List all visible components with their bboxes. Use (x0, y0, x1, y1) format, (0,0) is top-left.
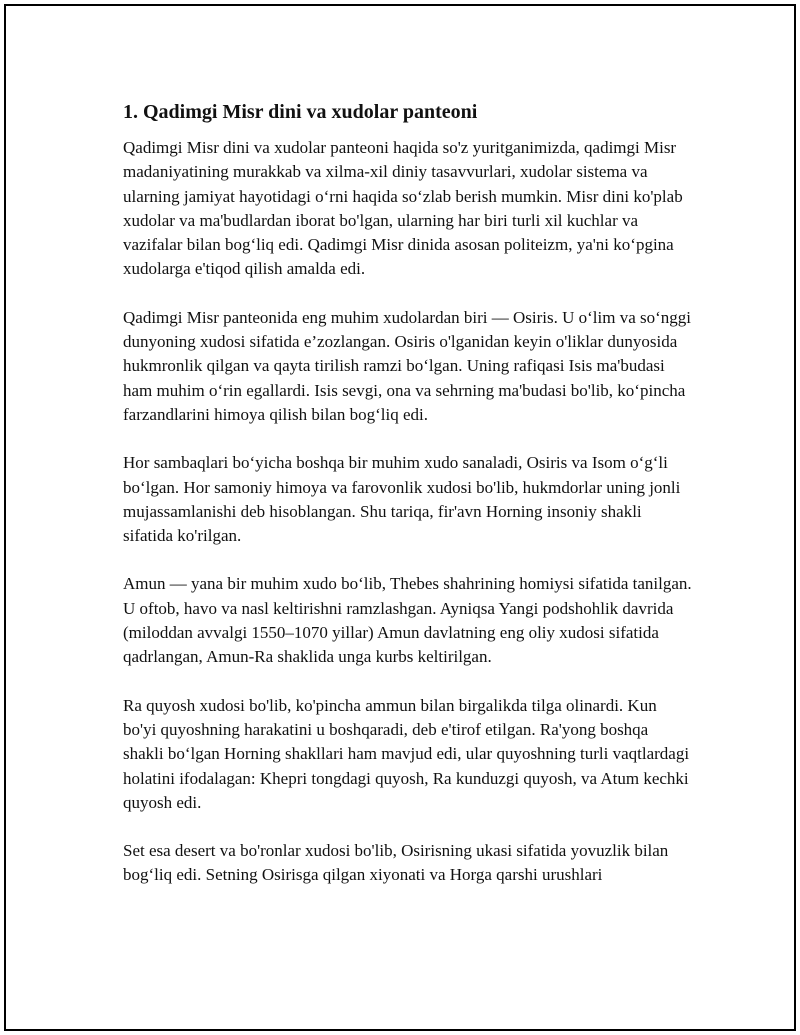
paragraph-set: Set esa desert va bo'ronlar xudosi bo'lib, Osirisning ukasi sifatida yovuzlik bilan bogʻliq edi. Setning Osirisga qilgan xiyonati va Horga qarshi urushlari (123, 841, 669, 885)
paragraph-osiris: Qadimgi Misr panteonida eng muhim xudolardan biri — Osiris. U oʻlim va soʻnggi dunyoning xudosi sifatida e’zozlangan. Osiris o'lganidan keyin o'liklar dunyosida hukmronlik qilgan va qayta tirilish ramzi boʻlgan. Uning rafiqasi Isis ma'budasi ham muhim oʻrin egallardi. Isis sevgi, ona va sehrning ma'budasi bo'lib, koʻpincha farzandlarini himoya qilish bilan bogʻliq edi. (123, 307, 692, 424)
paragraph-hor: Hor sambaqlari boʻyicha boshqa bir muhim xudo sanaladi, Osiris va Isom oʻgʻli boʻlgan. Hor samoniy himoya va farovonlik xudosi bo'lib, hukmdorlar uning jonli mujassamlanishi deb hisoblangan. Shu tariqa, fir'avn Horning insoniy shakli sifatida ko'rilgan. (123, 453, 681, 546)
section-heading: 1. Qadimgi Misr dini va xudolar panteoni (123, 101, 478, 123)
document-body (123, 98, 693, 912)
paragraph-ra: Ra quyosh xudosi bo'lib, ko'pincha ammun bilan birgalikda tilga olinardi. Kun bo'yi quyoshning harakatini u boshqaradi, deb e'tirof etilgan. Ra'yong boshqa shakli boʻlgan Horning shakllari ham mavjud edi, ular quyoshning turli vaqtlardagi holatini ifodalagan: Khepri tongdagi quyosh, Ra kunduzgi quyosh, va Atum kechki quyosh edi. (123, 695, 690, 812)
page-frame (4, 4, 796, 1031)
paragraph-intro: Qadimgi Misr dini va xudolar panteoni haqida so'z yuritganimizda, qadimgi Misr madaniyatining murakkab va xilma-xil diniy tasavvurlari, xudolar sistema va ularning jamiyat hayotidagi oʻrni haqida soʻzlab berish mumkin. Misr dini ko'plab xudolar va ma'budlardan iborat bo'lgan, ularning har biri turli xil kuchlar va vazifalar bilan bogʻliq edi. Qadimgi Misr dinida asosan politeizm, ya'ni koʻpgina xudolarga e'tiqod qilish amalda edi. (123, 138, 683, 279)
paragraph-amun: Amun — yana bir muhim xudo boʻlib, Thebes shahrining homiysi sifatida tanilgan. U oftob, havo va nasl keltirishni ramzlashgan. Ayniqsa Yangi podshohlik davrida (miloddan avvalgi 1550–1070 yillar) Amun davlatning eng oliy xudosi sifatida qadrlangan, Amun-Ra shaklida unga kurbs keltirilgan. (123, 574, 692, 667)
